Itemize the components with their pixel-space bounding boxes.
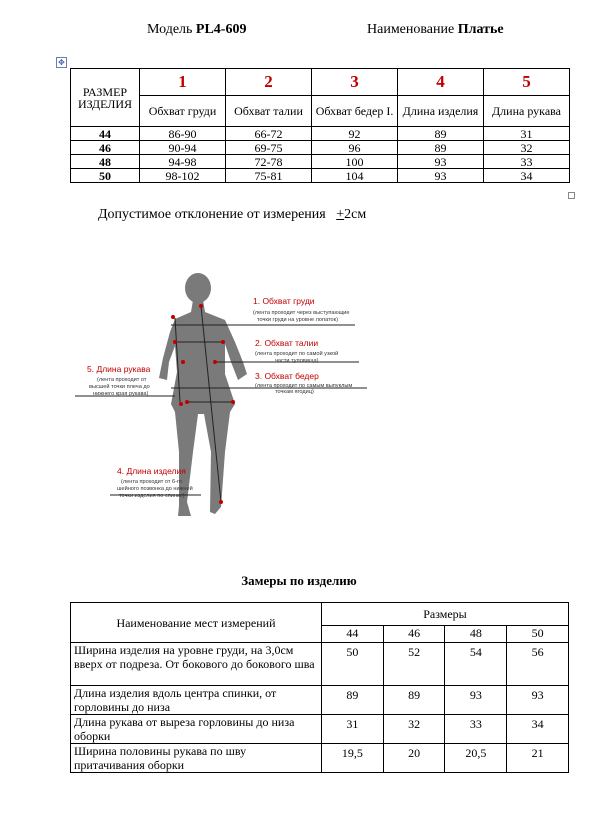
label-3-note: (лента проходит по самым выпуклым <box>255 383 353 389</box>
table-cell: 93 <box>507 686 569 715</box>
table-resize-handle[interactable] <box>568 192 575 199</box>
table-cell: 20 <box>383 744 445 773</box>
label-1-note: точки груди на уровне лопаток) <box>257 317 338 323</box>
table-cell: 20,5 <box>445 744 507 773</box>
table-cell: 75-81 <box>226 169 312 183</box>
table-cell: 31 <box>321 715 383 744</box>
measurement-name: Ширина изделия на уровне груди, на 3,0см вверх от подреза. От бокового до бокового шва <box>71 643 322 686</box>
tolerance-pm: + <box>336 207 345 222</box>
label-4-note: (лента проходит от 6-го <box>121 479 183 485</box>
row-size: 50 <box>71 169 140 183</box>
size-table <box>70 68 570 183</box>
table-cell: 34 <box>507 715 569 744</box>
tolerance-text: Допустимое отклонение от измерения <box>98 207 326 222</box>
table-row <box>71 715 569 744</box>
col-2-number: 2 <box>226 69 312 96</box>
table-cell: 33 <box>445 715 507 744</box>
table-row <box>71 169 570 183</box>
table-row <box>71 141 570 155</box>
table-cell: 72-78 <box>226 155 312 169</box>
col-4-number: 4 <box>398 69 484 96</box>
label-5-title: 5. Длина рукава <box>87 364 151 374</box>
table-cell: 90-94 <box>140 141 226 155</box>
label-3-title: 3. Обхват бедер <box>255 371 319 381</box>
label-4-title: 4. Длина изделия <box>117 466 186 476</box>
table-row <box>71 686 569 715</box>
table-cell: 100 <box>312 155 398 169</box>
table-row <box>71 643 569 686</box>
table-cell: 98-102 <box>140 169 226 183</box>
table-cell: 32 <box>484 141 570 155</box>
table-row <box>71 127 570 141</box>
table-cell: 33 <box>484 155 570 169</box>
row-size: 44 <box>71 127 140 141</box>
measurement-name: Длина изделия вдоль центра спинки, от горловины до низа <box>71 686 322 715</box>
row-size: 48 <box>71 155 140 169</box>
size-col-header: 48 <box>445 626 507 643</box>
table-cell: 86-90 <box>140 127 226 141</box>
col-5-label: Длина рукава <box>484 96 570 127</box>
product-name-line <box>367 22 504 38</box>
sizes-header: Размеры <box>321 603 568 626</box>
table-cell: 93 <box>398 169 484 183</box>
table-cell: 54 <box>445 643 507 686</box>
table-cell: 19,5 <box>321 744 383 773</box>
table-cell: 92 <box>312 127 398 141</box>
size-col-header: 44 <box>321 626 383 643</box>
label-2-title: 2. Обхват талии <box>255 338 319 348</box>
model-line <box>147 22 246 38</box>
name-header: Наименование мест измерений <box>71 603 322 643</box>
table-cell: 66-72 <box>226 127 312 141</box>
table-cell: 56 <box>507 643 569 686</box>
table-cell: 104 <box>312 169 398 183</box>
col-1-number: 1 <box>140 69 226 96</box>
col-5-number: 5 <box>484 69 570 96</box>
tolerance-value: 2см <box>344 207 367 222</box>
label-5-note: высшей точки плеча до <box>89 384 150 390</box>
model-label: Модель <box>147 22 193 37</box>
table-move-handle-icon[interactable]: ✥ <box>56 57 67 68</box>
col-4-label: Длина изделия <box>398 96 484 127</box>
label-3-note: точкам ягодиц) <box>275 389 314 395</box>
tolerance-line <box>98 207 366 223</box>
measurement-name: Длина рукава от выреза горловины до низа оборки <box>71 715 322 744</box>
table-cell: 89 <box>321 686 383 715</box>
measurements-table <box>70 602 569 773</box>
table-cell: 96 <box>312 141 398 155</box>
table-cell: 50 <box>321 643 383 686</box>
col-1-label: Обхват груди <box>140 96 226 127</box>
size-corner-label: РАЗМЕР ИЗДЕЛИЯ <box>71 69 140 127</box>
table-row <box>71 744 569 773</box>
size-col-header: 50 <box>507 626 569 643</box>
label-2-note: (лента проходит по самой узкой <box>255 351 339 357</box>
table-cell: 32 <box>383 715 445 744</box>
col-3-label: Обхват бедер I. <box>312 96 398 127</box>
product-name-label: Наименование <box>367 22 455 37</box>
table-cell: 89 <box>398 127 484 141</box>
label-4-note: шейного позвонка до нижней <box>117 486 193 492</box>
measurement-figure <box>75 262 375 537</box>
table-cell: 89 <box>398 141 484 155</box>
table-cell: 93 <box>398 155 484 169</box>
col-2-label: Обхват талии <box>226 96 312 127</box>
table-cell: 31 <box>484 127 570 141</box>
label-1-title: 1. Обхват груди <box>253 296 315 306</box>
table-cell: 69-75 <box>226 141 312 155</box>
table-cell: 34 <box>484 169 570 183</box>
table-cell: 21 <box>507 744 569 773</box>
table-cell: 94-98 <box>140 155 226 169</box>
size-col-header: 46 <box>383 626 445 643</box>
model-value: PL4-609 <box>195 22 247 37</box>
product-name-value: Платье <box>457 22 504 37</box>
label-4-note: точки изделия по спинке) <box>119 493 185 499</box>
measurements-title: Замеры по изделию <box>241 573 357 588</box>
label-5-note: (лента проходит от <box>97 377 147 383</box>
label-2-note: части туловища) <box>275 358 319 364</box>
table-cell: 89 <box>383 686 445 715</box>
measurement-name: Ширина половины рукава по шву притачивания оборки <box>71 744 322 773</box>
table-cell: 93 <box>445 686 507 715</box>
table-cell: 52 <box>383 643 445 686</box>
label-1-note: (лента проходит через выступающие <box>253 310 350 316</box>
col-3-number: 3 <box>312 69 398 96</box>
row-size: 46 <box>71 141 140 155</box>
label-5-note: нижнего края рукава) <box>93 391 149 397</box>
table-row <box>71 155 570 169</box>
